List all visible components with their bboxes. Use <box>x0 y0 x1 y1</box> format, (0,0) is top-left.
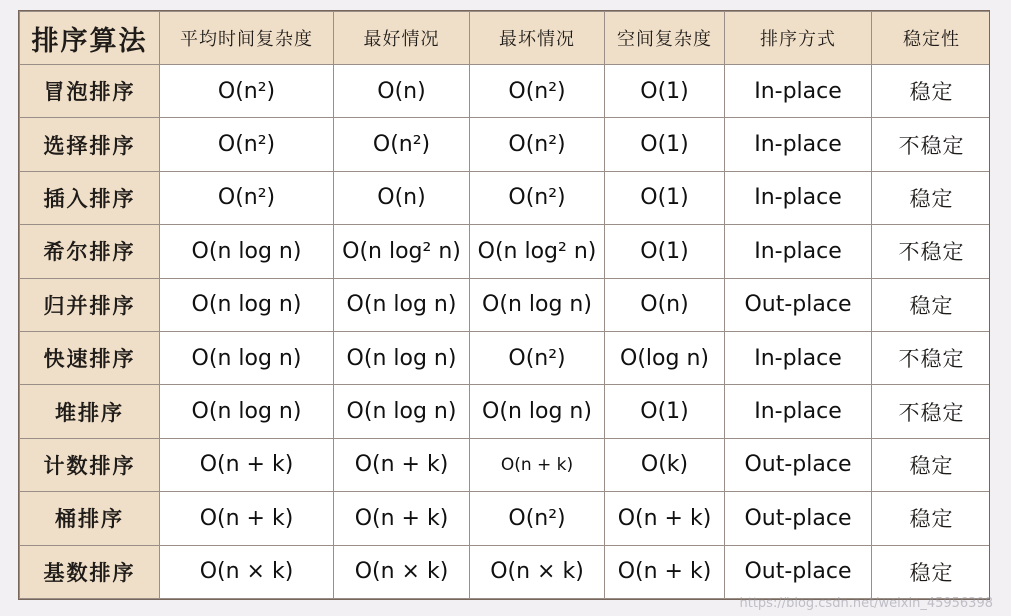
stability-cell: 不稳定 <box>872 118 991 171</box>
worst-case-cell: O(n²) <box>470 65 605 118</box>
best-case-cell: O(n + k) <box>334 438 470 491</box>
best-case-cell: O(n + k) <box>334 492 470 545</box>
space-cell: O(n) <box>605 278 725 331</box>
worst-case-cell: O(n × k) <box>470 545 605 598</box>
worst-case-cell: O(n²) <box>470 118 605 171</box>
header-space: 空间复杂度 <box>605 12 725 65</box>
algorithm-name: 桶排序 <box>20 492 160 545</box>
sort-mode-cell: Out-place <box>725 438 872 491</box>
best-case-cell: O(n × k) <box>334 545 470 598</box>
algorithm-name: 插入排序 <box>20 171 160 224</box>
table-row <box>20 385 991 438</box>
space-cell: O(log n) <box>605 331 725 384</box>
average-time-cell: O(n log n) <box>160 278 334 331</box>
algorithm-name: 计数排序 <box>20 438 160 491</box>
average-time-cell: O(n log n) <box>160 385 334 438</box>
header-sort-mode: 排序方式 <box>725 12 872 65</box>
average-time-cell: O(n²) <box>160 171 334 224</box>
best-case-cell: O(n log² n) <box>334 225 470 278</box>
header-worst-case: 最坏情况 <box>470 12 605 65</box>
sort-mode-cell: Out-place <box>725 545 872 598</box>
algorithm-name: 基数排序 <box>20 545 160 598</box>
header-stability: 稳定性 <box>872 12 991 65</box>
stability-cell: 不稳定 <box>872 385 991 438</box>
worst-case-cell: O(n log n) <box>470 278 605 331</box>
best-case-cell: O(n) <box>334 171 470 224</box>
table-row <box>20 545 991 598</box>
algorithm-name: 堆排序 <box>20 385 160 438</box>
worst-case-cell: O(n²) <box>470 171 605 224</box>
table-row <box>20 492 991 545</box>
stability-cell: 稳定 <box>872 492 991 545</box>
best-case-cell: O(n log n) <box>334 385 470 438</box>
header-algorithm: 排序算法 <box>20 12 160 65</box>
header-best-case: 最好情况 <box>334 12 470 65</box>
space-cell: O(1) <box>605 385 725 438</box>
worst-case-cell: O(n log n) <box>470 385 605 438</box>
algorithm-name: 冒泡排序 <box>20 65 160 118</box>
sort-mode-cell: Out-place <box>725 492 872 545</box>
sort-mode-cell: In-place <box>725 385 872 438</box>
best-case-cell: O(n²) <box>334 118 470 171</box>
space-cell: O(n + k) <box>605 545 725 598</box>
stability-cell: 不稳定 <box>872 331 991 384</box>
header-row <box>20 12 991 65</box>
best-case-cell: O(n log n) <box>334 331 470 384</box>
algorithm-name: 选择排序 <box>20 118 160 171</box>
sort-mode-cell: In-place <box>725 118 872 171</box>
average-time-cell: O(n log n) <box>160 331 334 384</box>
table-row <box>20 118 991 171</box>
algorithm-name: 希尔排序 <box>20 225 160 278</box>
worst-case-cell: O(n log² n) <box>470 225 605 278</box>
stability-cell: 不稳定 <box>872 225 991 278</box>
space-cell: O(1) <box>605 118 725 171</box>
watermark-text: https://blog.csdn.net/weixin_45956398 <box>739 596 993 611</box>
space-cell: O(1) <box>605 65 725 118</box>
sort-mode-cell: Out-place <box>725 278 872 331</box>
header-average-time: 平均时间复杂度 <box>160 12 334 65</box>
sorting-complexity-table <box>19 11 990 599</box>
stability-cell: 稳定 <box>872 65 991 118</box>
worst-case-cell: O(n²) <box>470 331 605 384</box>
stability-cell: 稳定 <box>872 171 991 224</box>
stability-cell: 稳定 <box>872 278 991 331</box>
best-case-cell: O(n log n) <box>334 278 470 331</box>
worst-case-cell: O(n + k) <box>470 438 605 491</box>
table-row <box>20 438 991 491</box>
average-time-cell: O(n²) <box>160 118 334 171</box>
average-time-cell: O(n + k) <box>160 492 334 545</box>
average-time-cell: O(n²) <box>160 65 334 118</box>
table-row <box>20 171 991 224</box>
sorting-complexity-table-container <box>18 10 990 600</box>
table-row <box>20 278 991 331</box>
worst-case-cell: O(n²) <box>470 492 605 545</box>
space-cell: O(n + k) <box>605 492 725 545</box>
table-row <box>20 331 991 384</box>
best-case-cell: O(n) <box>334 65 470 118</box>
table-row <box>20 225 991 278</box>
average-time-cell: O(n log n) <box>160 225 334 278</box>
average-time-cell: O(n × k) <box>160 545 334 598</box>
space-cell: O(k) <box>605 438 725 491</box>
sort-mode-cell: In-place <box>725 171 872 224</box>
sort-mode-cell: In-place <box>725 65 872 118</box>
sort-mode-cell: In-place <box>725 331 872 384</box>
algorithm-name: 快速排序 <box>20 331 160 384</box>
space-cell: O(1) <box>605 171 725 224</box>
stability-cell: 稳定 <box>872 545 991 598</box>
algorithm-name: 归并排序 <box>20 278 160 331</box>
stability-cell: 稳定 <box>872 438 991 491</box>
average-time-cell: O(n + k) <box>160 438 334 491</box>
space-cell: O(1) <box>605 225 725 278</box>
sort-mode-cell: In-place <box>725 225 872 278</box>
table-row <box>20 65 991 118</box>
